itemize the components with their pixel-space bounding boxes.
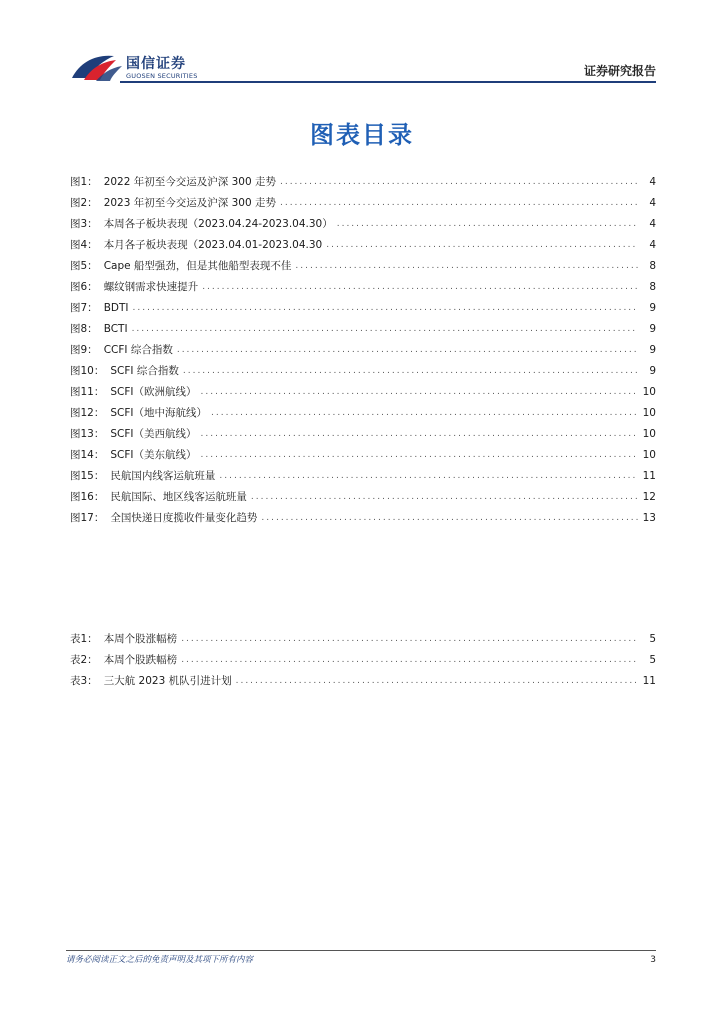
entry-title: SCFI 综合指数 <box>110 365 179 377</box>
leader-dots <box>181 653 638 667</box>
leader-dots <box>201 385 638 399</box>
entry-label: 表2： <box>70 654 98 666</box>
toc-entry[interactable] <box>70 625 656 646</box>
entry-label: 图4： <box>70 239 98 251</box>
leader-dots <box>337 217 638 231</box>
entry-page: 8 <box>649 260 656 272</box>
toc-entry[interactable] <box>70 231 656 252</box>
guosen-logo <box>70 50 220 84</box>
leader-dots <box>133 301 639 315</box>
leader-dots <box>326 238 638 252</box>
entry-title: BCTI <box>103 323 128 335</box>
entry-page: 13 <box>642 512 656 524</box>
entry-label: 图16： <box>70 491 105 503</box>
entry-title: 2023 年初至今交运及沪深 300 走势 <box>103 197 276 209</box>
toc-entry[interactable] <box>70 357 656 378</box>
page-number: 3 <box>650 955 656 965</box>
toc-entry[interactable] <box>70 420 656 441</box>
leader-dots <box>132 322 638 336</box>
toc-entry[interactable] <box>70 504 656 525</box>
entry-page: 4 <box>649 176 656 188</box>
toc-entry[interactable] <box>70 315 656 336</box>
entry-page: 9 <box>649 302 656 314</box>
leader-dots <box>251 490 638 504</box>
entry-title: 民航国内线客运航班量 <box>110 470 216 482</box>
entry-page: 9 <box>649 365 656 377</box>
entry-label: 图6： <box>70 281 98 293</box>
leader-dots <box>280 175 638 189</box>
entry-page: 9 <box>649 344 656 356</box>
leader-dots <box>219 469 638 483</box>
page-header <box>70 48 656 84</box>
leader-dots <box>201 427 638 441</box>
toc-entry[interactable] <box>70 667 656 688</box>
logo-english-name: GUOSEN SECURITIES <box>126 72 198 80</box>
toc-entry[interactable] <box>70 210 656 231</box>
entry-label: 图7： <box>70 302 98 314</box>
entry-title: CCFI 综合指数 <box>103 344 173 356</box>
entry-page: 4 <box>649 197 656 209</box>
entry-label: 图12： <box>70 407 105 419</box>
entry-title: SCFI（地中海航线） <box>110 407 208 419</box>
leader-dots <box>295 259 638 273</box>
toc-entry[interactable] <box>70 168 656 189</box>
entry-page: 11 <box>642 675 656 687</box>
entry-label: 图13： <box>70 428 105 440</box>
entry-label: 图2： <box>70 197 98 209</box>
entry-label: 图11： <box>70 386 105 398</box>
table-list <box>70 625 656 688</box>
toc-entry[interactable] <box>70 336 656 357</box>
leader-dots <box>280 196 638 210</box>
entry-page: 12 <box>642 491 656 503</box>
leader-dots <box>177 343 638 357</box>
entry-page: 10 <box>642 407 656 419</box>
leader-dots <box>183 364 638 378</box>
leader-dots <box>211 406 638 420</box>
entry-label: 图5： <box>70 260 98 272</box>
leader-dots <box>181 632 638 646</box>
entry-page: 11 <box>642 470 656 482</box>
entry-page: 4 <box>649 239 656 251</box>
entry-title: 全国快递日度揽收件量变化趋势 <box>110 512 258 524</box>
entry-label: 图14： <box>70 449 105 461</box>
footer-divider <box>66 950 656 951</box>
page-title: 图表目录 <box>310 121 414 149</box>
entry-title: SCFI（美西航线） <box>110 428 197 440</box>
entry-label: 图10： <box>70 365 105 377</box>
entry-title: 螺纹钢需求快速提升 <box>103 281 199 293</box>
entry-title: 本周个股涨幅榜 <box>103 633 178 645</box>
toc-entry[interactable] <box>70 399 656 420</box>
entry-title: 本周个股跌幅榜 <box>103 654 178 666</box>
leader-dots <box>261 511 638 525</box>
entry-page: 9 <box>649 323 656 335</box>
entry-label: 表1： <box>70 633 98 645</box>
footer-disclaimer: 请务必阅读正文之后的免责声明及其项下所有内容 <box>66 955 254 965</box>
entry-title: BDTI <box>103 302 129 314</box>
entry-page: 10 <box>642 428 656 440</box>
entry-title: 本月各子板块表现（2023.04.01-2023.04.30 <box>103 239 323 251</box>
toc-entry[interactable] <box>70 483 656 504</box>
toc-entry[interactable] <box>70 646 656 667</box>
leader-dots <box>202 280 638 294</box>
toc-entry[interactable] <box>70 294 656 315</box>
guosen-logo-icon <box>70 50 124 84</box>
entry-title: 民航国际、地区线客运航班量 <box>110 491 247 503</box>
entry-title: 本周各子板块表现（2023.04.24-2023.04.30） <box>103 218 333 230</box>
entry-label: 图3： <box>70 218 98 230</box>
figure-list <box>70 168 656 525</box>
entry-title: Cape 船型强劲，但是其他船型表现不佳 <box>103 260 292 272</box>
entry-page: 4 <box>649 218 656 230</box>
entry-title: 三大航 2023 机队引进计划 <box>103 675 232 687</box>
entry-label: 表3： <box>70 675 98 687</box>
entry-title: SCFI（欧洲航线） <box>110 386 197 398</box>
leader-dots <box>236 674 638 688</box>
entry-page: 5 <box>649 633 656 645</box>
logo-chinese-name: 国信证券 <box>126 56 186 72</box>
entry-page: 10 <box>642 386 656 398</box>
entry-label: 图15： <box>70 470 105 482</box>
entry-title: SCFI（美东航线） <box>110 449 197 461</box>
entry-page: 5 <box>649 654 656 666</box>
toc-entry[interactable] <box>70 252 656 273</box>
toc-entry[interactable] <box>70 273 656 294</box>
header-divider <box>120 81 656 83</box>
entry-title: 2022 年初至今交运及沪深 300 走势 <box>103 176 276 188</box>
toc-entry[interactable] <box>70 462 656 483</box>
leader-dots <box>201 448 638 462</box>
entry-page: 8 <box>649 281 656 293</box>
report-type-label: 证券研究报告 <box>583 64 656 78</box>
entry-label: 图9： <box>70 344 98 356</box>
toc-entry[interactable] <box>70 441 656 462</box>
toc-entry[interactable] <box>70 189 656 210</box>
entry-label: 图1： <box>70 176 98 188</box>
entry-label: 图17： <box>70 512 105 524</box>
toc-entry[interactable] <box>70 378 656 399</box>
entry-label: 图8： <box>70 323 98 335</box>
entry-page: 10 <box>642 449 656 461</box>
